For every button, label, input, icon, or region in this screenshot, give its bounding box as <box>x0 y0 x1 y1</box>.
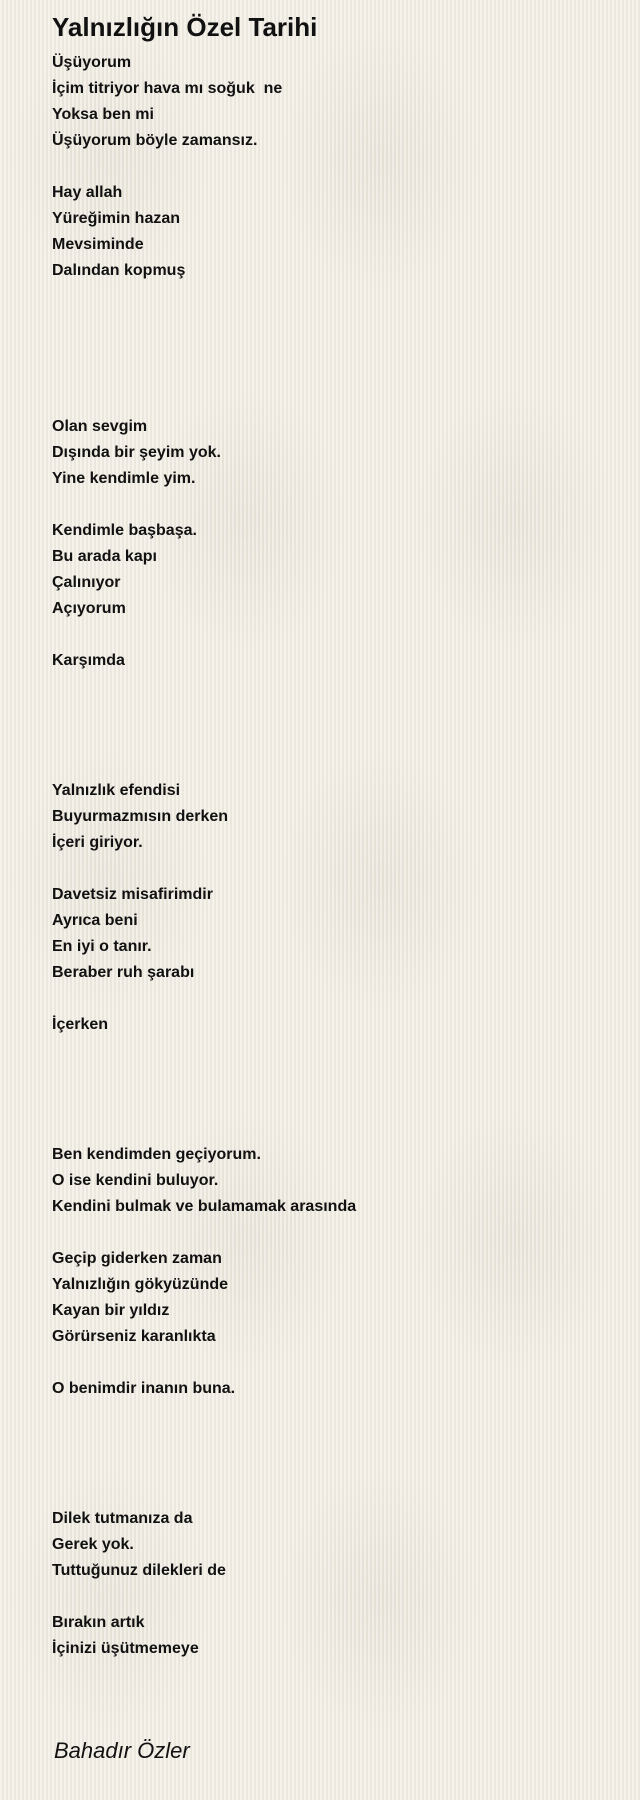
poem-line: Kayan bir yıldız <box>52 1302 170 1319</box>
poem-line: Olan sevgim <box>52 418 148 435</box>
stanza-break <box>52 1090 612 1116</box>
poem-line: Ben kendimden geçiyorum. <box>52 1146 261 1163</box>
poem-line: Kendini bulmak ve bulamamak arasında <box>52 1198 357 1215</box>
poem-line: Kendimle başbaşa. <box>52 522 197 539</box>
stanza-break <box>52 1584 612 1610</box>
stanza-break <box>52 1402 612 1428</box>
poem-line: Mevsiminde <box>52 236 144 253</box>
stanza-break <box>52 310 612 336</box>
poem-line: Yalnızlığın gökyüzünde <box>52 1276 229 1293</box>
stanza-break <box>52 492 612 518</box>
poem-page <box>52 10 612 1662</box>
poem-line: O benimdir inanın buna. <box>52 1380 236 1397</box>
stanza-break <box>52 726 612 752</box>
stanza-break <box>52 674 612 700</box>
stanza-break <box>52 1454 612 1480</box>
poem-line: Geçip giderken zaman <box>52 1250 222 1267</box>
poem-line: Dilek tutmanıza da <box>52 1510 193 1527</box>
poem-line: İçerken <box>52 1016 109 1033</box>
poem-line: Buyurmazmısın derken <box>52 808 229 825</box>
stanza-break <box>52 284 612 310</box>
stanza-break <box>52 1350 612 1376</box>
stanza-break <box>52 1220 612 1246</box>
poem-line: Dışında bir şeyim yok. <box>52 444 221 461</box>
poem-line: Dalından kopmuş <box>52 262 186 279</box>
poem-title: Yalnızlığın Özel Tarihi <box>52 12 318 42</box>
poem-line: Bu arada kapı <box>52 548 157 565</box>
poem-line: Hay allah <box>52 184 123 201</box>
poem-line: Görürseniz karanlıkta <box>52 1328 216 1345</box>
poem-line: Açıyorum <box>52 600 126 617</box>
poem-line: Çalınıyor <box>52 574 121 591</box>
poem-line: Üşüyorum <box>52 54 132 71</box>
stanza-break <box>52 856 612 882</box>
stanza-break <box>52 1064 612 1090</box>
poem-line: İçeri giriyor. <box>52 834 143 851</box>
poem-line: En iyi o tanır. <box>52 938 152 955</box>
poem-body <box>52 50 612 1662</box>
stanza-break <box>52 154 612 180</box>
poem-line: İçinizi üşütmemeye <box>52 1640 199 1657</box>
poem-line: Beraber ruh şarabı <box>52 964 195 981</box>
poem-line: Gerek yok. <box>52 1536 134 1553</box>
stanza-break <box>52 1480 612 1506</box>
stanza-break <box>52 752 612 778</box>
stanza-break <box>52 362 612 388</box>
poem-line: Üşüyorum böyle zamansız. <box>52 132 258 149</box>
poem-line: O ise kendini buluyor. <box>52 1172 219 1189</box>
stanza-break <box>52 1116 612 1142</box>
poem-line: Yine kendimle yim. <box>52 470 196 487</box>
poem-line: Yalnızlık efendisi <box>52 782 181 799</box>
stanza-break <box>52 700 612 726</box>
poem-line: Tuttuğunuz dilekleri de <box>52 1562 226 1579</box>
poem-line: İçim titriyor hava mı soğuk ne <box>52 80 283 97</box>
stanza-break <box>52 1038 612 1064</box>
author-signature: Bahadır Özler <box>54 1738 190 1763</box>
poem-line: Yüreğimin hazan <box>52 210 181 227</box>
stanza-break <box>52 986 612 1012</box>
poem-line: Karşımda <box>52 652 125 669</box>
stanza-break <box>52 1428 612 1454</box>
stanza-break <box>52 336 612 362</box>
poem-line: Ayrıca beni <box>52 912 138 929</box>
poem-line: Yoksa ben mi <box>52 106 154 123</box>
stanza-break <box>52 622 612 648</box>
poem-line: Davetsiz misafirimdir <box>52 886 213 903</box>
stanza-break <box>52 388 612 414</box>
poem-line: Bırakın artık <box>52 1614 145 1631</box>
